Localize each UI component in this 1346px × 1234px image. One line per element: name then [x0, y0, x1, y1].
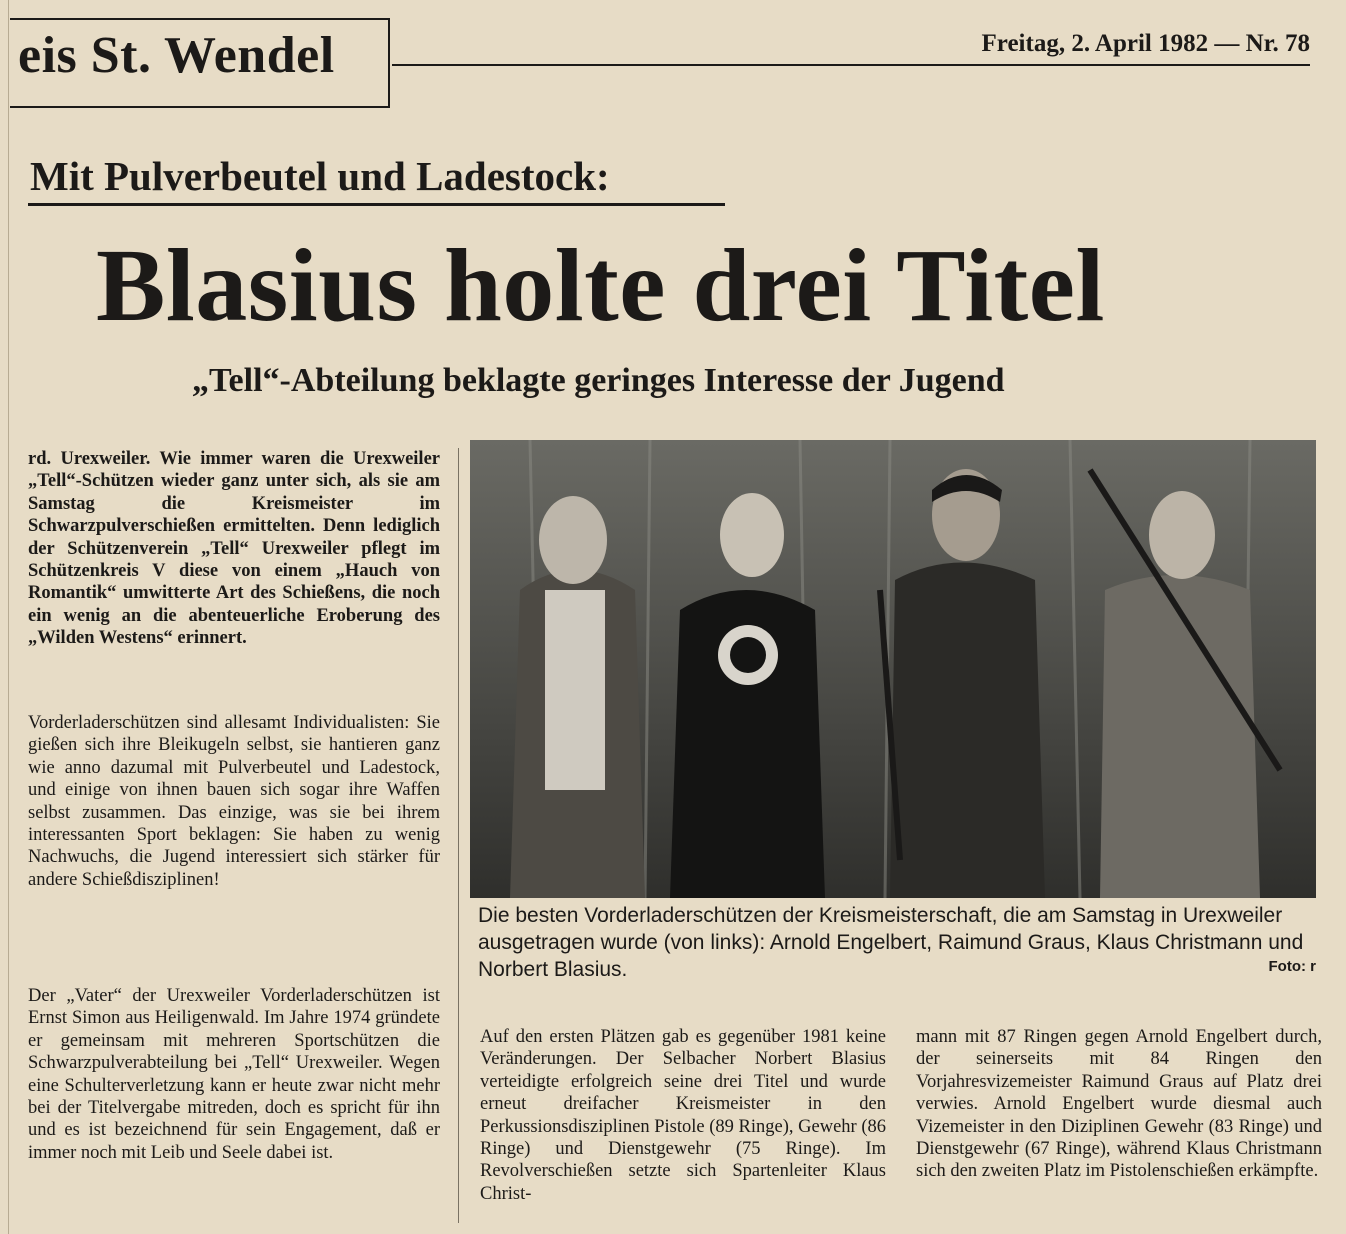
team-photo: [470, 440, 1316, 898]
photo-credit: Foto: r: [1268, 958, 1316, 975]
kicker-underline: [28, 203, 725, 206]
kicker: Mit Pulverbeutel und Ladestock:: [30, 153, 610, 199]
column-3: mann mit 87 Ringen gegen Arnold Engelbert durch, der seinerseits mit 84 Ringen den Vorjahresvizemeister Raimund Graus auf Platz drei verwies. Arnold Engelbert wurde diesmal auch Vizemeister in den Diziplinen Gewehr (83 Ringe) und Dienstgewehr (67 Ringe), während Klaus Christmann sich den zweiten Platz im Pistolenschießen erkämpfte.: [916, 1027, 1322, 1182]
dateline: Freitag, 2. April 1982 — Nr. 78: [981, 30, 1310, 57]
subheadline: „Tell“-Abteilung beklagte geringes Interesse der Jugend: [192, 362, 1005, 399]
paragraph-3: Der „Vater“ der Urexweiler Vorderladerschützen ist Ernst Simon aus Heiligenwald. Im Jahre 1974 gründete er gemeinsam mit mehreren Sportschützen die Schwarzpulverabteilung bei „Tell“ Urexweiler. Wegen eine Schulterverletzung kann er heute zwar nicht mehr bei der Titelvergabe mitreden, doch es spricht für ihn und es ist bezeichnend für sein Engagement, daß er immer noch mit Leib und Seele dabei ist.: [28, 986, 440, 1163]
page-edge: [0, 0, 9, 1234]
column-2: Auf den ersten Plätzen gab es gegenüber 1981 keine Veränderungen. Der Selbacher Norbert Blasius verteidigte erfolgreich seine drei Titel und wurde erneut dreifacher Kreismeister in den Perkussionsdisziplinen Pistole (89 Ringe), Gewehr (86 Ringe) und Dienstgewehr (75 Ringe). Im Revolverschießen setzte sich Spartenleiter Klaus Christ-: [480, 1027, 886, 1204]
header-rule: [392, 64, 1310, 66]
photo-caption: Die besten Vorderladerschützen der Kreismeisterschaft, die am Samstag in Urexweiler ausgetragen wurde (von links): Arnold Engelbert, Raimund Graus, Klaus Christmann und Norbert Blasius.: [478, 904, 1304, 981]
column-divider: [458, 448, 459, 1223]
headline: Blasius holte drei Titel: [96, 228, 1105, 343]
paragraph-2: Vorderladerschützen sind allesamt Individualisten: Sie gießen sich ihre Bleikugeln selbst, sie hantieren ganz wie anno dazumal mit Pulverbeutel und Ladestock, und einige von ihnen bauen sich sogar ihre Waffen selbst zusammen. Das einzige, was sie bei ihrem interessanten Sport beklagen: Sie haben zu wenig Nachwuchs, die Jugend interessiert sich stärker für andere Schießdisziplinen!: [28, 713, 440, 890]
lead-paragraph: rd. Urexweiler. Wie immer waren die Urexweiler „Tell“-Schützen wieder ganz unter sich, als sie am Samstag die Kreismeister im Schwarzpulverschießen ermittelten. Denn lediglich der Schützenverein „Tell“ Urexweiler pflegt im Schützenkreis V diese von einem „Hauch von Romantik“ umwitterte Art des Schießens, die noch ein wenig an die abenteuerliche Eroberung des „Wilden Westens“ erinnert.: [28, 449, 440, 649]
section-title: eis St. Wendel: [18, 27, 335, 84]
